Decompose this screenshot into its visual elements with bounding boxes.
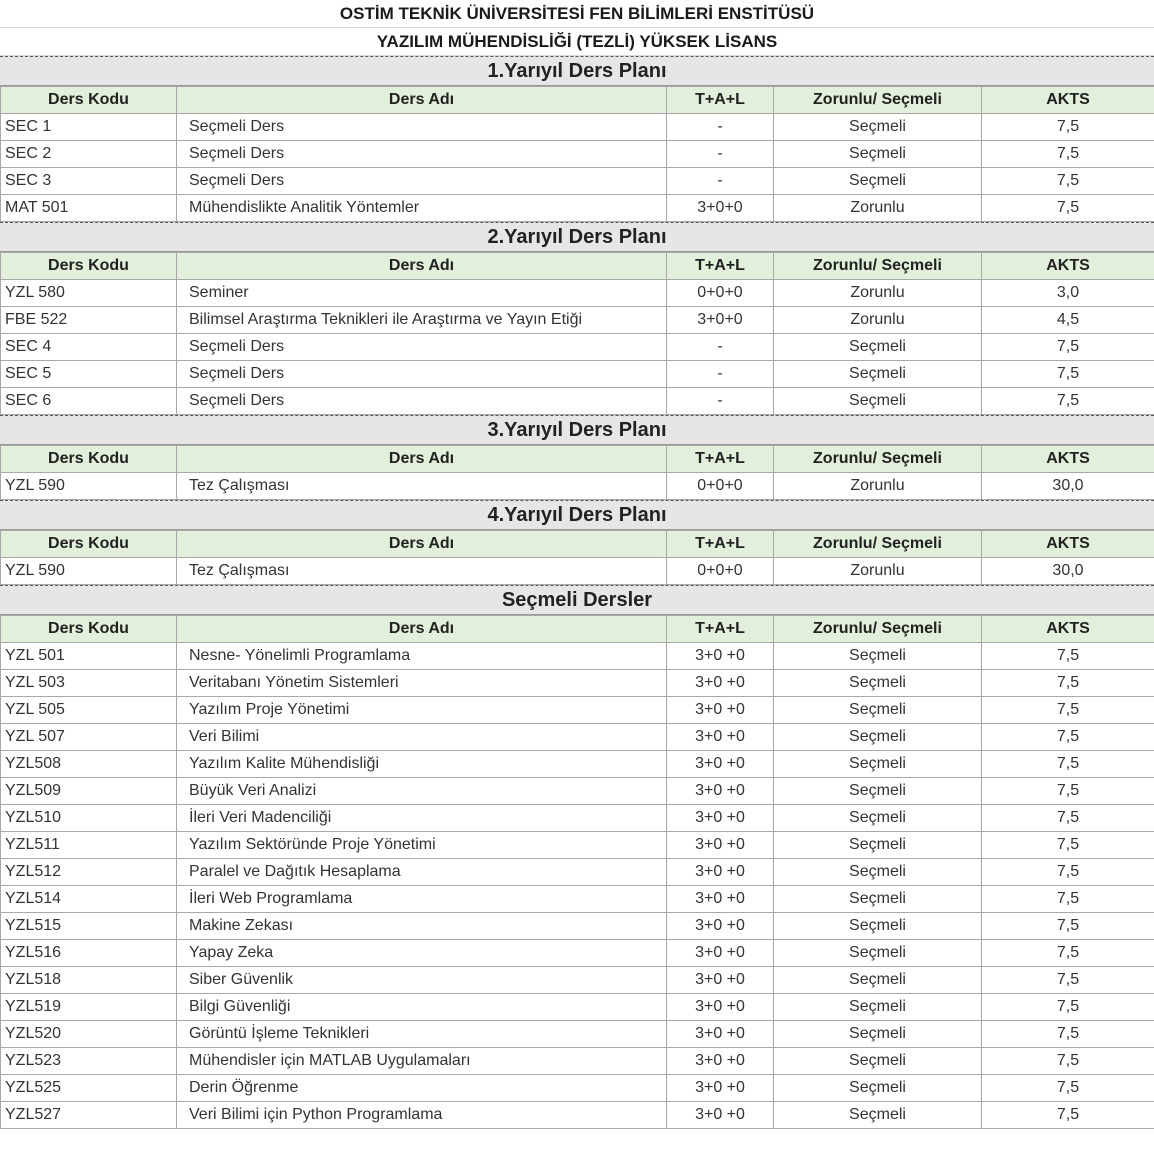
section-title: Seçmeli Dersler [0, 585, 1154, 615]
column-header-course-code: Ders Kodu [1, 446, 177, 473]
ects-cell: 30,0 [982, 473, 1154, 500]
hours-cell: - [667, 388, 774, 415]
course-code-cell: YZL 580 [1, 280, 177, 307]
requirement-cell: Seçmeli [774, 1021, 982, 1048]
requirement-cell: Seçmeli [774, 886, 982, 913]
course-code-cell: YZL518 [1, 967, 177, 994]
course-name-cell: İleri Veri Madenciliği [177, 805, 667, 832]
column-header-ects: AKTS [982, 87, 1154, 114]
course-code-cell: YZL520 [1, 1021, 177, 1048]
course-code-cell: SEC 1 [1, 114, 177, 141]
hours-cell: 3+0+0 [667, 307, 774, 334]
table-row [1, 859, 1154, 886]
course-table [0, 86, 1154, 222]
hours-cell: 3+0 +0 [667, 967, 774, 994]
course-code-cell: YZL525 [1, 1075, 177, 1102]
ects-cell: 7,5 [982, 643, 1154, 670]
table-row [1, 1048, 1154, 1075]
table-row [1, 751, 1154, 778]
requirement-cell: Seçmeli [774, 141, 982, 168]
course-name-cell: Yazılım Proje Yönetimi [177, 697, 667, 724]
requirement-cell: Seçmeli [774, 859, 982, 886]
requirement-cell: Seçmeli [774, 643, 982, 670]
course-name-cell: Yazılım Kalite Mühendisliği [177, 751, 667, 778]
course-name-cell: Görüntü İşleme Teknikleri [177, 1021, 667, 1048]
course-code-cell: YZL 503 [1, 670, 177, 697]
course-name-cell: Seminer [177, 280, 667, 307]
course-name-cell: Mühendislikte Analitik Yöntemler [177, 195, 667, 222]
table-row [1, 886, 1154, 913]
ects-cell: 7,5 [982, 967, 1154, 994]
course-code-cell: YZL 507 [1, 724, 177, 751]
column-header-hours: T+A+L [667, 616, 774, 643]
ects-cell: 7,5 [982, 832, 1154, 859]
requirement-cell: Seçmeli [774, 751, 982, 778]
ects-cell: 3,0 [982, 280, 1154, 307]
hours-cell: 3+0 +0 [667, 1021, 774, 1048]
column-header-course-name: Ders Adı [177, 446, 667, 473]
ects-cell: 7,5 [982, 334, 1154, 361]
course-name-cell: Büyük Veri Analizi [177, 778, 667, 805]
hours-cell: 3+0 +0 [667, 751, 774, 778]
requirement-cell: Seçmeli [774, 940, 982, 967]
column-header-hours: T+A+L [667, 446, 774, 473]
table-row [1, 832, 1154, 859]
course-code-cell: YZL515 [1, 913, 177, 940]
requirement-cell: Seçmeli [774, 697, 982, 724]
course-name-cell: Siber Güvenlik [177, 967, 667, 994]
requirement-cell: Seçmeli [774, 114, 982, 141]
table-row [1, 558, 1154, 585]
table-row [1, 334, 1154, 361]
hours-cell: 3+0 +0 [667, 994, 774, 1021]
column-header-course-name: Ders Adı [177, 253, 667, 280]
requirement-cell: Seçmeli [774, 913, 982, 940]
course-code-cell: YZL512 [1, 859, 177, 886]
requirement-cell: Seçmeli [774, 724, 982, 751]
column-header-hours: T+A+L [667, 253, 774, 280]
column-header-requirement: Zorunlu/ Seçmeli [774, 531, 982, 558]
hours-cell: 0+0+0 [667, 558, 774, 585]
requirement-cell: Seçmeli [774, 1102, 982, 1129]
hours-cell: - [667, 141, 774, 168]
hours-cell: 3+0 +0 [667, 886, 774, 913]
ects-cell: 7,5 [982, 859, 1154, 886]
course-name-cell: Seçmeli Ders [177, 388, 667, 415]
course-name-cell: Tez Çalışması [177, 473, 667, 500]
course-code-cell: FBE 522 [1, 307, 177, 334]
column-header-course-name: Ders Adı [177, 616, 667, 643]
ects-cell: 7,5 [982, 361, 1154, 388]
ects-cell: 7,5 [982, 751, 1154, 778]
course-name-cell: Bilgi Güvenliği [177, 994, 667, 1021]
hours-cell: 3+0 +0 [667, 724, 774, 751]
column-header-ects: AKTS [982, 446, 1154, 473]
hours-cell: 3+0 +0 [667, 1075, 774, 1102]
ects-cell: 7,5 [982, 141, 1154, 168]
course-table [0, 530, 1154, 585]
course-table [0, 615, 1154, 1129]
table-row [1, 913, 1154, 940]
header-row [1, 253, 1154, 280]
course-code-cell: SEC 4 [1, 334, 177, 361]
ects-cell: 7,5 [982, 1021, 1154, 1048]
table-row [1, 361, 1154, 388]
section-title: 1.Yarıyıl Ders Planı [0, 56, 1154, 86]
table-row [1, 697, 1154, 724]
header-row [1, 616, 1154, 643]
course-name-cell: Yapay Zeka [177, 940, 667, 967]
table-row [1, 195, 1154, 222]
course-code-cell: YZL 501 [1, 643, 177, 670]
section-title: 3.Yarıyıl Ders Planı [0, 415, 1154, 445]
course-name-cell: Seçmeli Ders [177, 361, 667, 388]
ects-cell: 7,5 [982, 1075, 1154, 1102]
column-header-ects: AKTS [982, 616, 1154, 643]
page-title: OSTİM TEKNİK ÜNİVERSİTESİ FEN BİLİMLERİ ENSTİTÜSÜ [0, 0, 1154, 28]
ects-cell: 7,5 [982, 195, 1154, 222]
course-name-cell: Seçmeli Ders [177, 141, 667, 168]
hours-cell: - [667, 334, 774, 361]
ects-cell: 7,5 [982, 886, 1154, 913]
requirement-cell: Zorunlu [774, 307, 982, 334]
course-code-cell: SEC 3 [1, 168, 177, 195]
hours-cell: 0+0+0 [667, 280, 774, 307]
column-header-requirement: Zorunlu/ Seçmeli [774, 253, 982, 280]
ects-cell: 7,5 [982, 388, 1154, 415]
course-code-cell: YZL514 [1, 886, 177, 913]
table-row [1, 805, 1154, 832]
requirement-cell: Seçmeli [774, 334, 982, 361]
requirement-cell: Seçmeli [774, 1075, 982, 1102]
course-name-cell: Veri Bilimi için Python Programlama [177, 1102, 667, 1129]
course-code-cell: SEC 6 [1, 388, 177, 415]
ects-cell: 7,5 [982, 724, 1154, 751]
column-header-course-name: Ders Adı [177, 87, 667, 114]
requirement-cell: Zorunlu [774, 558, 982, 585]
table-row [1, 280, 1154, 307]
course-code-cell: SEC 5 [1, 361, 177, 388]
hours-cell: 3+0+0 [667, 195, 774, 222]
column-header-course-name: Ders Adı [177, 531, 667, 558]
table-row [1, 141, 1154, 168]
sections-container [0, 56, 1154, 1129]
table-row [1, 1021, 1154, 1048]
requirement-cell: Seçmeli [774, 361, 982, 388]
hours-cell: 3+0 +0 [667, 670, 774, 697]
column-header-course-code: Ders Kodu [1, 531, 177, 558]
ects-cell: 7,5 [982, 940, 1154, 967]
table-row [1, 307, 1154, 334]
course-code-cell: YZL527 [1, 1102, 177, 1129]
table-row [1, 1102, 1154, 1129]
course-name-cell: Bilimsel Araştırma Teknikleri ile Araştırma ve Yayın Etiği [177, 307, 667, 334]
ects-cell: 7,5 [982, 670, 1154, 697]
column-header-ects: AKTS [982, 253, 1154, 280]
hours-cell: - [667, 114, 774, 141]
course-table [0, 252, 1154, 415]
table-row [1, 114, 1154, 141]
table-row [1, 643, 1154, 670]
hours-cell: 3+0 +0 [667, 1048, 774, 1075]
requirement-cell: Zorunlu [774, 195, 982, 222]
course-name-cell: Seçmeli Ders [177, 114, 667, 141]
course-table [0, 445, 1154, 500]
hours-cell: 3+0 +0 [667, 778, 774, 805]
ects-cell: 4,5 [982, 307, 1154, 334]
requirement-cell: Zorunlu [774, 473, 982, 500]
ects-cell: 7,5 [982, 1102, 1154, 1129]
requirement-cell: Seçmeli [774, 994, 982, 1021]
course-code-cell: MAT 501 [1, 195, 177, 222]
table-row [1, 940, 1154, 967]
column-header-course-code: Ders Kodu [1, 253, 177, 280]
page-subtitle: YAZILIM MÜHENDİSLİĞİ (TEZLİ) YÜKSEK LİSANS [0, 28, 1154, 56]
hours-cell: 3+0 +0 [667, 697, 774, 724]
column-header-requirement: Zorunlu/ Seçmeli [774, 87, 982, 114]
ects-cell: 30,0 [982, 558, 1154, 585]
hours-cell: 3+0 +0 [667, 643, 774, 670]
requirement-cell: Seçmeli [774, 832, 982, 859]
ects-cell: 7,5 [982, 994, 1154, 1021]
course-code-cell: YZL509 [1, 778, 177, 805]
ects-cell: 7,5 [982, 168, 1154, 195]
course-code-cell: YZL 590 [1, 473, 177, 500]
ects-cell: 7,5 [982, 778, 1154, 805]
header-row [1, 87, 1154, 114]
requirement-cell: Seçmeli [774, 1048, 982, 1075]
column-header-course-code: Ders Kodu [1, 87, 177, 114]
column-header-ects: AKTS [982, 531, 1154, 558]
header-row [1, 446, 1154, 473]
section-title: 2.Yarıyıl Ders Planı [0, 222, 1154, 252]
course-code-cell: YZL511 [1, 832, 177, 859]
course-name-cell: Yazılım Sektöründe Proje Yönetimi [177, 832, 667, 859]
column-header-hours: T+A+L [667, 87, 774, 114]
course-code-cell: YZL508 [1, 751, 177, 778]
hours-cell: 3+0 +0 [667, 859, 774, 886]
table-row [1, 967, 1154, 994]
course-name-cell: Derin Öğrenme [177, 1075, 667, 1102]
table-row [1, 1075, 1154, 1102]
course-code-cell: YZL519 [1, 994, 177, 1021]
column-header-course-code: Ders Kodu [1, 616, 177, 643]
ects-cell: 7,5 [982, 913, 1154, 940]
course-name-cell: Seçmeli Ders [177, 168, 667, 195]
course-name-cell: Nesne- Yönelimli Programlama [177, 643, 667, 670]
ects-cell: 7,5 [982, 114, 1154, 141]
course-code-cell: YZL516 [1, 940, 177, 967]
course-name-cell: Veri Bilimi [177, 724, 667, 751]
table-row [1, 724, 1154, 751]
requirement-cell: Zorunlu [774, 280, 982, 307]
hours-cell: 3+0 +0 [667, 832, 774, 859]
table-row [1, 670, 1154, 697]
column-header-hours: T+A+L [667, 531, 774, 558]
ects-cell: 7,5 [982, 697, 1154, 724]
course-name-cell: Seçmeli Ders [177, 334, 667, 361]
table-row [1, 473, 1154, 500]
ects-cell: 7,5 [982, 805, 1154, 832]
hours-cell: 3+0 +0 [667, 1102, 774, 1129]
course-name-cell: Paralel ve Dağıtık Hesaplama [177, 859, 667, 886]
hours-cell: - [667, 168, 774, 195]
course-name-cell: İleri Web Programlama [177, 886, 667, 913]
hours-cell: 3+0 +0 [667, 913, 774, 940]
table-row [1, 778, 1154, 805]
ects-cell: 7,5 [982, 1048, 1154, 1075]
course-code-cell: YZL 590 [1, 558, 177, 585]
course-name-cell: Tez Çalışması [177, 558, 667, 585]
course-name-cell: Mühendisler için MATLAB Uygulamaları [177, 1048, 667, 1075]
column-header-requirement: Zorunlu/ Seçmeli [774, 446, 982, 473]
requirement-cell: Seçmeli [774, 388, 982, 415]
table-row [1, 168, 1154, 195]
requirement-cell: Seçmeli [774, 778, 982, 805]
hours-cell: 3+0 +0 [667, 940, 774, 967]
column-header-requirement: Zorunlu/ Seçmeli [774, 616, 982, 643]
section-title: 4.Yarıyıl Ders Planı [0, 500, 1154, 530]
hours-cell: 0+0+0 [667, 473, 774, 500]
requirement-cell: Seçmeli [774, 670, 982, 697]
course-code-cell: YZL510 [1, 805, 177, 832]
header-row [1, 531, 1154, 558]
course-name-cell: Makine Zekası [177, 913, 667, 940]
requirement-cell: Seçmeli [774, 168, 982, 195]
table-row [1, 994, 1154, 1021]
course-name-cell: Veritabanı Yönetim Sistemleri [177, 670, 667, 697]
hours-cell: 3+0 +0 [667, 805, 774, 832]
hours-cell: - [667, 361, 774, 388]
course-code-cell: SEC 2 [1, 141, 177, 168]
requirement-cell: Seçmeli [774, 805, 982, 832]
course-code-cell: YZL523 [1, 1048, 177, 1075]
requirement-cell: Seçmeli [774, 967, 982, 994]
course-code-cell: YZL 505 [1, 697, 177, 724]
table-row [1, 388, 1154, 415]
